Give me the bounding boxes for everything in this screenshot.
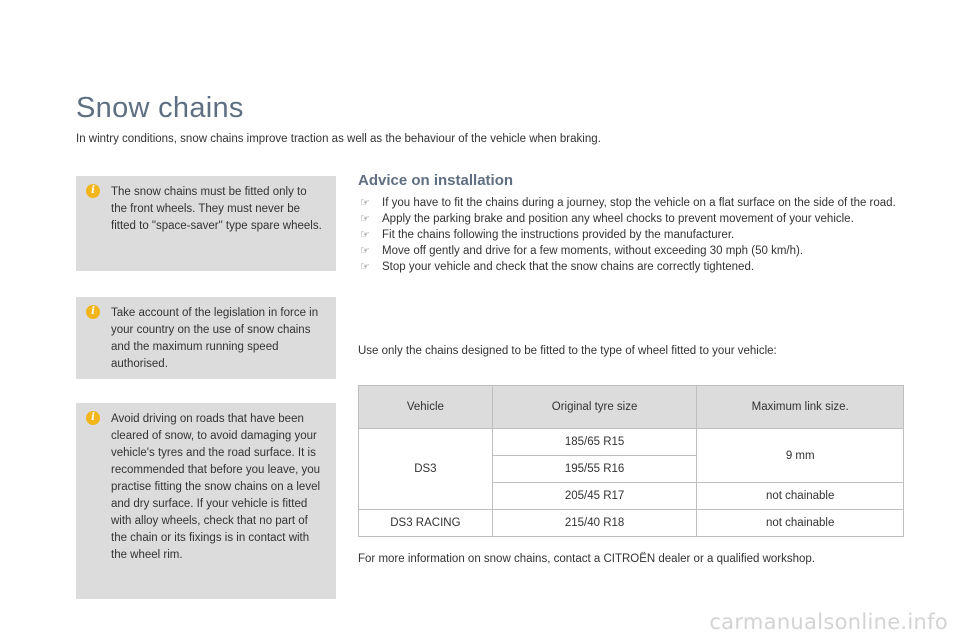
pointing-hand-icon: ☞ bbox=[360, 213, 370, 225]
column-header-vehicle: Vehicle bbox=[359, 386, 493, 429]
page-title: Snow chains bbox=[76, 92, 244, 124]
list-item bbox=[358, 195, 906, 211]
info-icon: i bbox=[86, 305, 100, 319]
list-item bbox=[358, 243, 906, 259]
table-cell-tyre: 215/40 R18 bbox=[492, 510, 697, 537]
info-box-front-wheels bbox=[76, 176, 336, 271]
list-item-text: Move off gently and drive for a few moments, without exceeding 30 mph (50 km/h). bbox=[382, 245, 804, 257]
info-box-text: Avoid driving on roads that have been cleared of snow, to avoid damaging your vehicle's tyres and the road surface. It is recommended that before you leave, you practise fitting the snow chains on a level and dry surface. If your vehicle is fitted with alloy wheels, check that no part of the chain or its fixings is in contact with the wheel rim. bbox=[111, 413, 321, 561]
table-cell-vehicle: DS3 RACING bbox=[359, 510, 493, 537]
pointing-hand-icon: ☞ bbox=[360, 197, 370, 209]
table-row bbox=[359, 510, 904, 537]
info-box-text: Take account of the legislation in force in your country on the use of snow chains and the maximum running speed authorised. bbox=[111, 307, 319, 370]
info-box-text: The snow chains must be fitted only to the front wheels. They must never be fitted to "space-saver" type spare wheels. bbox=[111, 186, 322, 232]
pointing-hand-icon: ☞ bbox=[360, 229, 370, 241]
table-header-row bbox=[359, 386, 904, 429]
list-item-text: If you have to fit the chains during a journey, stop the vehicle on a flat surface on the side of the road. bbox=[382, 197, 896, 209]
info-box-cleared-roads bbox=[76, 403, 336, 599]
info-box-legislation bbox=[76, 297, 336, 379]
table-row bbox=[359, 429, 904, 456]
list-item bbox=[358, 227, 906, 243]
table-cell-link: 9 mm bbox=[697, 429, 904, 483]
table-cell-link: not chainable bbox=[697, 510, 904, 537]
list-item-text: Apply the parking brake and position any wheel chocks to prevent movement of your vehicle. bbox=[382, 213, 854, 225]
section-heading-advice: Advice on installation bbox=[358, 172, 514, 189]
footer-note: For more information on snow chains, contact a CITROËN dealer or a qualified workshop. bbox=[358, 553, 816, 565]
tyre-chain-table bbox=[358, 385, 904, 537]
pointing-hand-icon: ☞ bbox=[360, 245, 370, 257]
list-item-text: Stop your vehicle and check that the snow chains are correctly tightened. bbox=[382, 261, 755, 273]
table-cell-link: not chainable bbox=[697, 483, 904, 510]
pointing-hand-icon: ☞ bbox=[360, 261, 370, 273]
info-icon: i bbox=[86, 411, 100, 425]
info-icon: i bbox=[86, 184, 100, 198]
watermark: carmanualsonline.info bbox=[709, 610, 948, 634]
table-cell-vehicle: DS3 bbox=[359, 429, 493, 510]
list-item-text: Fit the chains following the instructions provided by the manufacturer. bbox=[382, 229, 735, 241]
list-item bbox=[358, 211, 906, 227]
intro-text: In wintry conditions, snow chains improve traction as well as the behaviour of the vehicle when braking. bbox=[76, 133, 601, 145]
column-header-link-size: Maximum link size. bbox=[697, 386, 904, 429]
table-cell-tyre: 205/45 R17 bbox=[492, 483, 697, 510]
use-only-text: Use only the chains designed to be fitted to the type of wheel fitted to your vehicle: bbox=[358, 345, 777, 357]
list-item bbox=[358, 259, 906, 275]
advice-list bbox=[358, 195, 906, 275]
column-header-tyre-size: Original tyre size bbox=[492, 386, 697, 429]
table-cell-tyre: 185/65 R15 bbox=[492, 429, 697, 456]
table-cell-tyre: 195/55 R16 bbox=[492, 456, 697, 483]
